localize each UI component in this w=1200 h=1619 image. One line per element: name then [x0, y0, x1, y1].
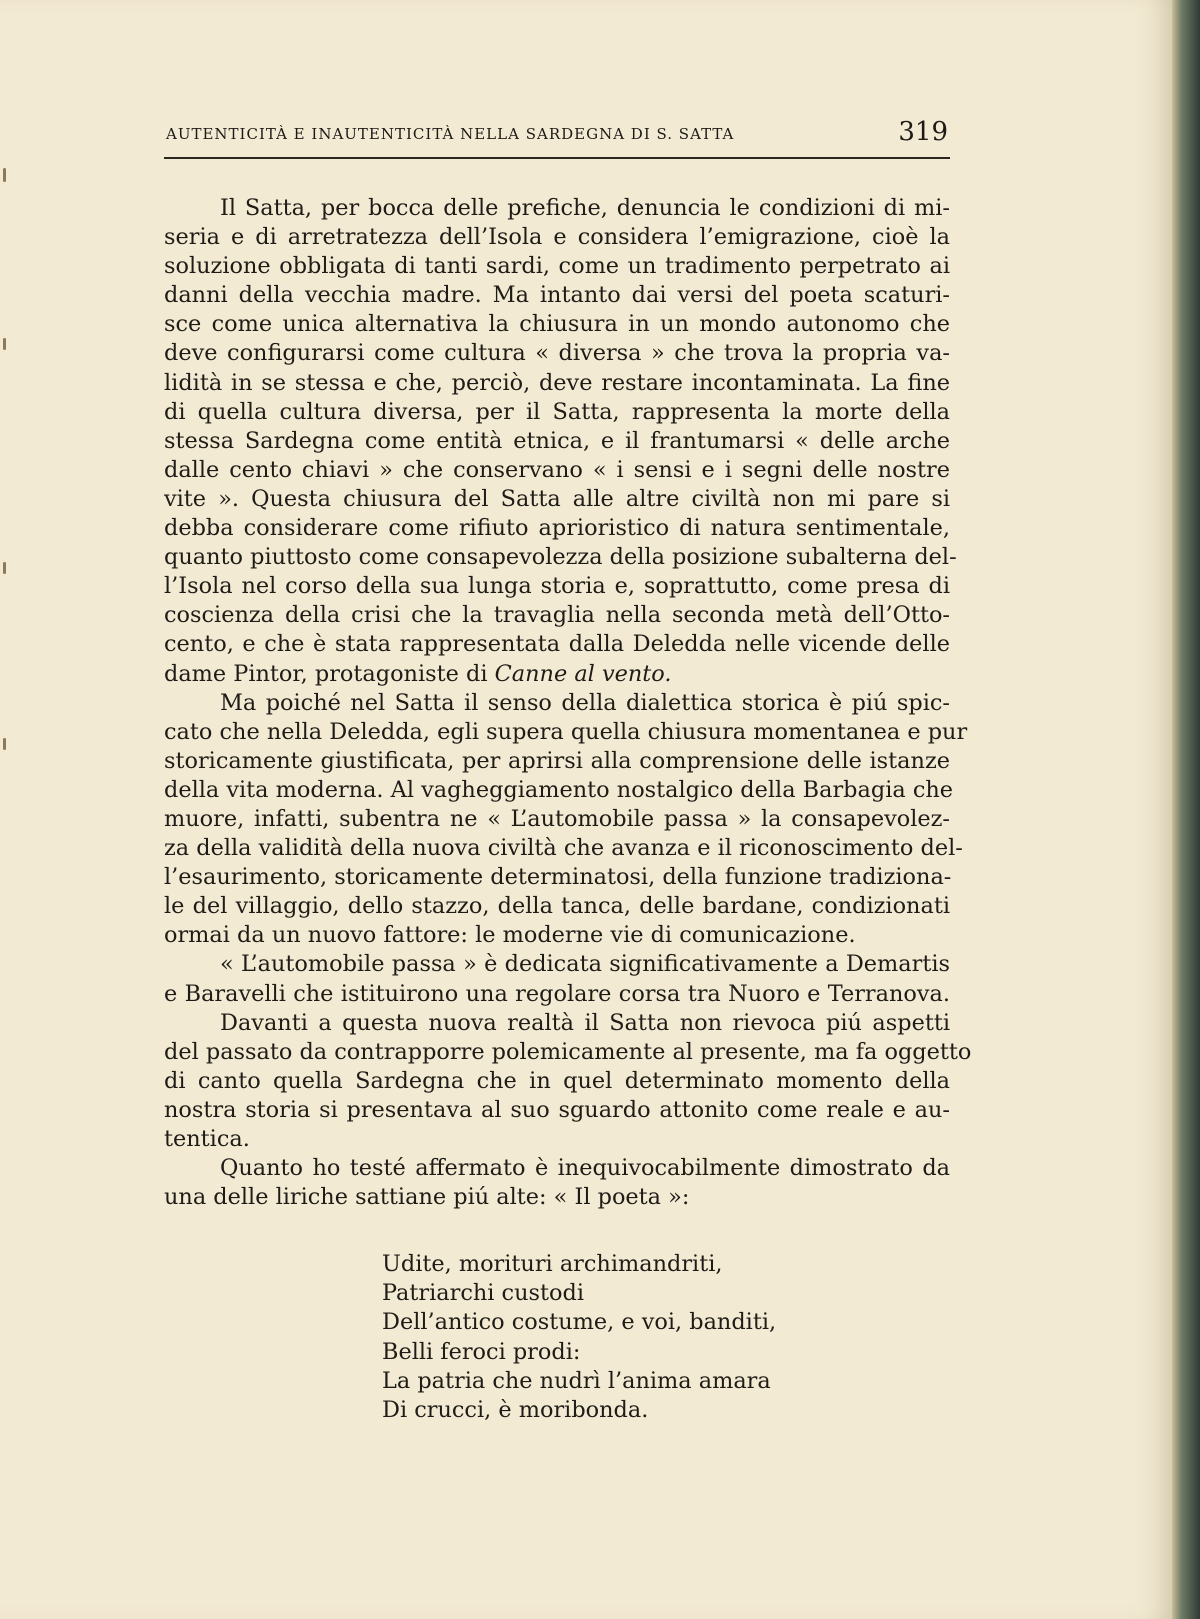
verse-line: Di crucci, è moribonda.: [382, 1396, 649, 1423]
text-line: di quella cultura diversa, per il Satta, rappresenta la morte della: [164, 398, 950, 425]
text-line: soluzione obbligata di tanti sardi, come un tradimento perpetrato ai: [164, 253, 950, 280]
text-line: coscienza della crisi che la travaglia nella seconda metà dell’Otto-: [164, 602, 950, 629]
running-title: AUTENTICITÀ E INAUTENTICITÀ NELLA SARDEGNA DI S. SATTA: [166, 125, 735, 143]
text-line: di canto quella Sardegna che in quel determinato momento della: [164, 1067, 950, 1094]
book-title: Canne al vento.: [494, 660, 672, 687]
verse-line: Dell’antico costume, e voi, banditi,: [382, 1309, 777, 1336]
verse-quotation: [382, 1250, 776, 1425]
body-text: [164, 194, 972, 1212]
text-line: cato che nella Deledda, egli supera quella chiusura momentanea e pur: [164, 718, 968, 745]
text-line: quanto piuttosto come consapevolezza della posizione subalterna del-: [164, 544, 957, 571]
page-number: 319: [898, 117, 948, 147]
text-line: dame Pintor, protagoniste di: [164, 660, 495, 687]
text-line: deve configurarsi come cultura « diversa » che trova la propria va-: [164, 340, 950, 367]
text-line: Quanto ho testé affermato è inequivocabilmente dimostrato da: [220, 1155, 950, 1182]
text-line: stessa Sardegna come entità etnica, e il frantumarsi « delle arche: [164, 427, 950, 454]
text-line: Ma poiché nel Satta il senso della dialettica storica è piú spic-: [220, 689, 950, 716]
text-line: Il Satta, per bocca delle prefiche, denuncia le condizioni di mi-: [220, 195, 950, 221]
margin-mark: [3, 338, 6, 350]
book-edge: [1172, 0, 1200, 1619]
margin-mark: [3, 738, 6, 750]
text-line: le del villaggio, dello stazzo, della tanca, delle bardane, condizionati: [164, 893, 950, 920]
text-line: l’Isola nel corso della sua lunga storia e, soprattutto, come presa di: [164, 573, 950, 600]
verse-line: Udite, morituri archimandriti,: [382, 1251, 723, 1277]
text-line: vite ». Questa chiusura del Satta alle altre civiltà non mi pare si: [164, 485, 950, 512]
text-line: e Baravelli che istituirono una regolare corsa tra Nuoro e Terranova.: [164, 980, 950, 1007]
text-line: l’esaurimento, storicamente determinatosi, della funzione tradiziona-: [164, 864, 952, 891]
running-head: [164, 117, 950, 159]
text-line: nostra storia si presentava al suo sguardo attonito come reale e au-: [164, 1096, 950, 1123]
text-line: seria e di arretratezza dell’Isola e considera l’emigrazione, cioè la: [164, 224, 950, 251]
text-line: danni della vecchia madre. Ma intanto dai versi del poeta scaturi-: [164, 282, 950, 309]
text-line: ormai da un nuovo fattore: le moderne vie di comunicazione.: [164, 922, 856, 949]
margin-mark: [3, 168, 6, 182]
text-line: della vita moderna. Al vagheggiamento nostalgico della Barbagia che: [164, 776, 954, 803]
verse-line: La patria che nudrì l’anima amara: [382, 1367, 771, 1394]
text-line: tentica.: [164, 1126, 250, 1152]
text-line: za della validità della nuova civiltà che avanza e il riconoscimento del-: [164, 835, 963, 862]
text-line: dalle cento chiavi » che conservano « i sensi e i segni delle nostre: [164, 456, 950, 483]
text-line: debba considerare come rifiuto aprioristico di natura sentimentale,: [164, 515, 950, 542]
text-line: cento, e che è stata rappresentata dalla Deledda nelle vicende delle: [164, 631, 950, 658]
text-line: muore, infatti, subentra ne « L’automobile passa » la consapevolez-: [164, 805, 950, 832]
text-line: una delle liriche sattiane piú alte: « Il poeta »:: [164, 1184, 690, 1211]
text-line: Davanti a questa nuova realtà il Satta non rievoca piú aspetti: [220, 1009, 950, 1036]
margin-mark: [3, 562, 6, 574]
text-line: sce come unica alternativa la chiusura in un mondo autonomo che: [164, 311, 950, 338]
text-line: « L’automobile passa » è dedicata significativamente a Demartis: [220, 951, 950, 978]
verse-line: Belli feroci prodi:: [382, 1338, 581, 1365]
text-line-with-title: [164, 660, 950, 689]
text-line: del passato da contrapporre polemicamente al presente, ma fa oggetto: [164, 1038, 972, 1065]
verse-line: Patriarchi custodi: [382, 1280, 584, 1307]
text-line: lidità in se stessa e che, perciò, deve restare incontaminata. La fine: [164, 369, 950, 396]
text-line: storicamente giustificata, per aprirsi alla comprensione delle istanze: [164, 747, 950, 774]
